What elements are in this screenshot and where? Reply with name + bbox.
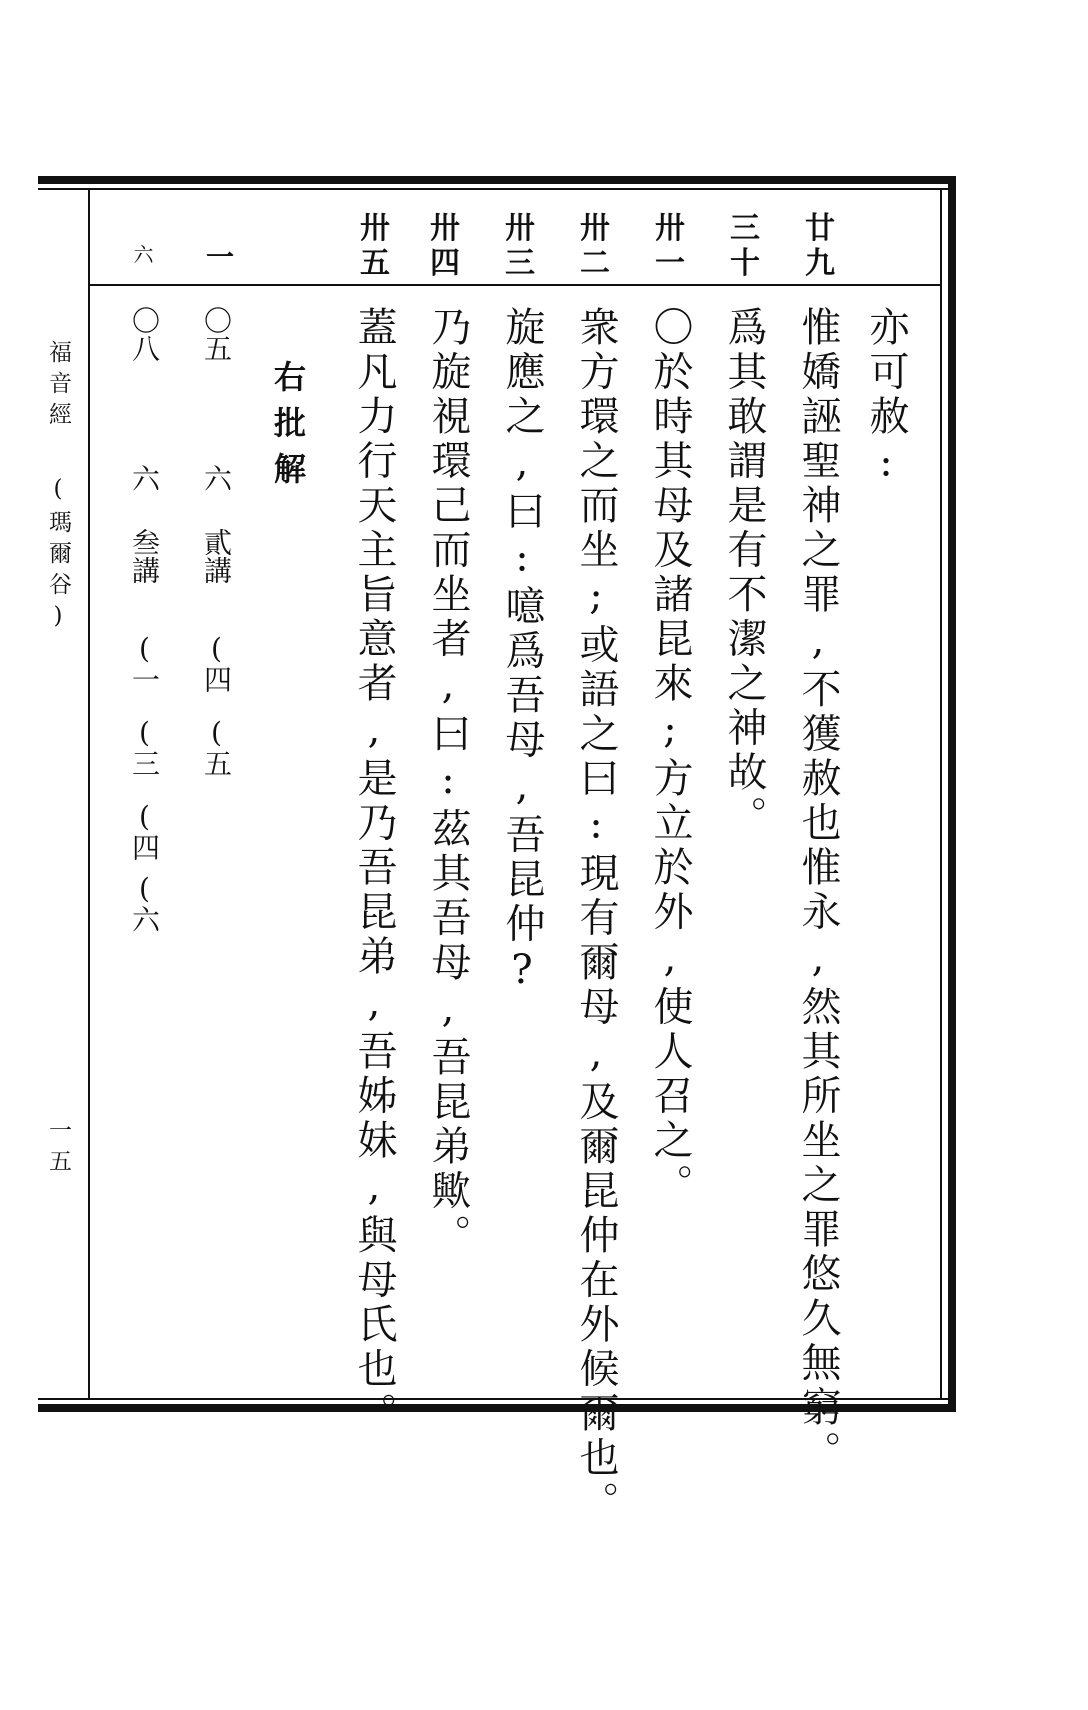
- frame-top-thin-rule: [38, 188, 956, 190]
- commentary-entry: (三: [128, 716, 161, 777]
- commentary-heading: 右批解: [269, 360, 307, 498]
- verse-text: 〇於時其母及諸昆來;方立於外,使人召之。: [647, 306, 693, 1208]
- frame-inner-left-rule: [88, 190, 90, 1398]
- frame-right-thin-rule: [940, 190, 942, 1398]
- commentary-entry: 叁講: [128, 528, 161, 584]
- verse-number: 卅 一: [655, 211, 685, 281]
- verse-text: 爲其敢謂是有不潔之神故。: [721, 306, 767, 840]
- commentary-entry: 六: [200, 464, 233, 492]
- commentary-entry: (五: [200, 716, 233, 777]
- previous-verse-continuation: 亦可赦:: [863, 306, 909, 490]
- verse-number: 卅 三: [505, 211, 535, 281]
- verse-number: 卅 五: [360, 211, 390, 281]
- verse-text: 旋應之,曰:噫爲吾母,吾昆仲?: [499, 306, 545, 998]
- number-row-divider: [90, 284, 940, 286]
- margin-annotation: (瑪爾谷): [45, 476, 71, 637]
- commentary-entry: (六: [128, 872, 161, 933]
- commentary-column-head: 六: [130, 244, 154, 264]
- commentary-entry: 〇八: [128, 306, 161, 362]
- commentary-column-head: 一: [202, 242, 235, 270]
- frame-right-rule: [948, 176, 956, 1412]
- verse-number: 卅 二: [580, 211, 610, 281]
- verse-number: 三 十: [730, 211, 760, 281]
- commentary-entry: (四: [200, 632, 233, 693]
- commentary-entry: 貳講: [200, 528, 233, 584]
- verse-text: 乃旋視環己而坐者,曰:茲其吾母,吾昆弟歟。: [425, 306, 471, 1259]
- verse-number: 廿 九: [805, 211, 835, 281]
- commentary-entry: (一: [128, 632, 161, 693]
- page-number: 一五: [45, 1118, 71, 1180]
- commentary-entry: (四: [128, 800, 161, 861]
- verse-number: 卅 四: [430, 211, 460, 281]
- commentary-entry: 六: [128, 464, 161, 492]
- verse-text: 惟嬌誣聖神之罪,不獲赦也惟永,然其所坐之罪悠久無窮。: [795, 306, 841, 1475]
- book-title: 福音經: [45, 340, 71, 433]
- verse-text: 衆方環之而坐;或語之曰:現有爾母,及爾昆仲在外候爾也。: [573, 306, 619, 1526]
- verse-text: 蓋凡力行天主旨意者,是乃吾昆弟,吾姊妹,與母氏也。: [351, 306, 397, 1437]
- commentary-entry: 〇五: [200, 306, 233, 362]
- frame-top-rule: [38, 176, 956, 184]
